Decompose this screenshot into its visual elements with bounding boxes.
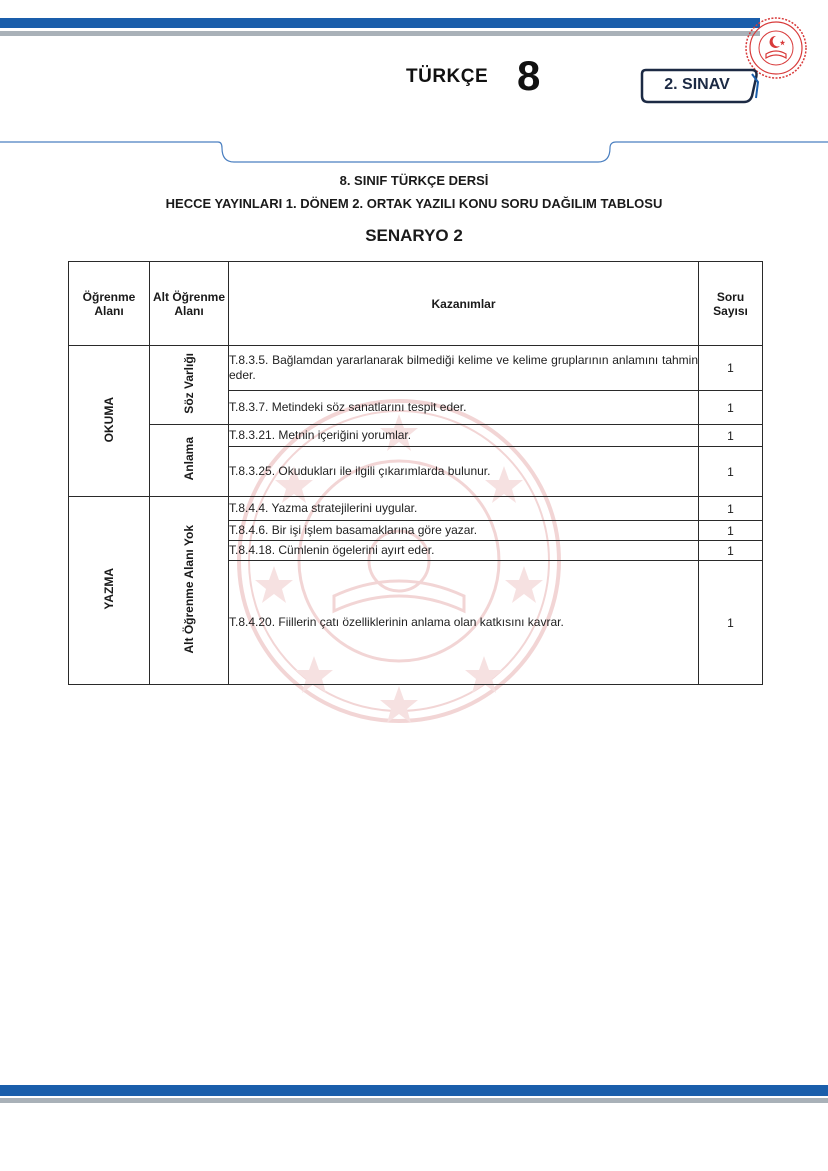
outcome-cell: T.8.4.6. Bir işi işlem basamaklarına göre yazar. bbox=[229, 521, 699, 541]
area-cell bbox=[69, 346, 150, 497]
count-cell: 1 bbox=[699, 346, 763, 391]
table-row bbox=[69, 497, 763, 521]
count-cell: 1 bbox=[699, 391, 763, 425]
count-cell: 1 bbox=[699, 425, 763, 447]
exam-label: 2. SINAV bbox=[664, 76, 730, 93]
bottom-grey-band bbox=[0, 1098, 828, 1103]
topic-distribution-table bbox=[68, 261, 763, 685]
subarea-label: Anlama bbox=[182, 437, 196, 481]
count-cell: 1 bbox=[699, 447, 763, 497]
header-outcomes: Kazanımlar bbox=[229, 262, 699, 346]
subarea-cell bbox=[150, 346, 229, 425]
header-subarea: Alt Öğrenme Alanı bbox=[150, 262, 229, 346]
area-label: YAZMA bbox=[102, 568, 116, 610]
outcome-cell: T.8.4.18. Cümlenin ögelerini ayırt eder. bbox=[229, 541, 699, 561]
header-divider bbox=[0, 138, 828, 168]
exam-label-tab bbox=[640, 68, 760, 104]
outcome-cell: T.8.3.7. Metindeki söz sanatlarını tespit eder. bbox=[229, 391, 699, 425]
table-header-row bbox=[69, 262, 763, 346]
subarea-label: Alt Öğrenme Alanı Yok bbox=[182, 524, 196, 654]
table-row bbox=[69, 425, 763, 447]
outcome-cell: T.8.3.21. Metnin içeriğini yorumlar. bbox=[229, 425, 699, 447]
subarea-label: Söz Varlığı bbox=[182, 353, 196, 414]
outcome-cell: T.8.3.25. Okudukları ile ilgili çıkarımlarda bulunur. bbox=[229, 447, 699, 497]
count-cell: 1 bbox=[699, 541, 763, 561]
outcome-cell: T.8.4.20. Fiillerin çatı özelliklerinin anlama olan katkısını kavrar. bbox=[229, 561, 699, 685]
outcome-cell: T.8.3.5. Bağlamdan yararlanarak bilmediği kelime ve kelime gruplarının anlamını tahmin eder. bbox=[229, 346, 699, 391]
document-title: 8. SINIF TÜRKÇE DERSİ bbox=[339, 173, 489, 188]
header-area: Öğrenme Alanı bbox=[69, 262, 150, 346]
subarea-cell bbox=[150, 425, 229, 497]
top-blue-band bbox=[0, 18, 760, 28]
area-cell bbox=[69, 497, 150, 685]
count-cell: 1 bbox=[699, 521, 763, 541]
scenario-title: SENARYO 2 bbox=[365, 226, 463, 245]
grade-number: 8 bbox=[517, 52, 541, 99]
bottom-blue-band bbox=[0, 1085, 828, 1096]
header-count: Soru Sayısı bbox=[699, 262, 763, 346]
top-grey-band bbox=[0, 31, 760, 36]
subject-title: TÜRKÇE bbox=[406, 66, 489, 87]
count-cell: 1 bbox=[699, 497, 763, 521]
table-row bbox=[69, 346, 763, 391]
subarea-cell bbox=[150, 497, 229, 685]
area-label: OKUMA bbox=[102, 396, 116, 443]
document-subtitle: HECCE YAYINLARI 1. DÖNEM 2. ORTAK YAZILI KONU SORU DAĞILIM TABLOSU bbox=[165, 196, 663, 211]
outcome-cell: T.8.4.4. Yazma stratejilerini uygular. bbox=[229, 497, 699, 521]
count-cell: 1 bbox=[699, 561, 763, 685]
